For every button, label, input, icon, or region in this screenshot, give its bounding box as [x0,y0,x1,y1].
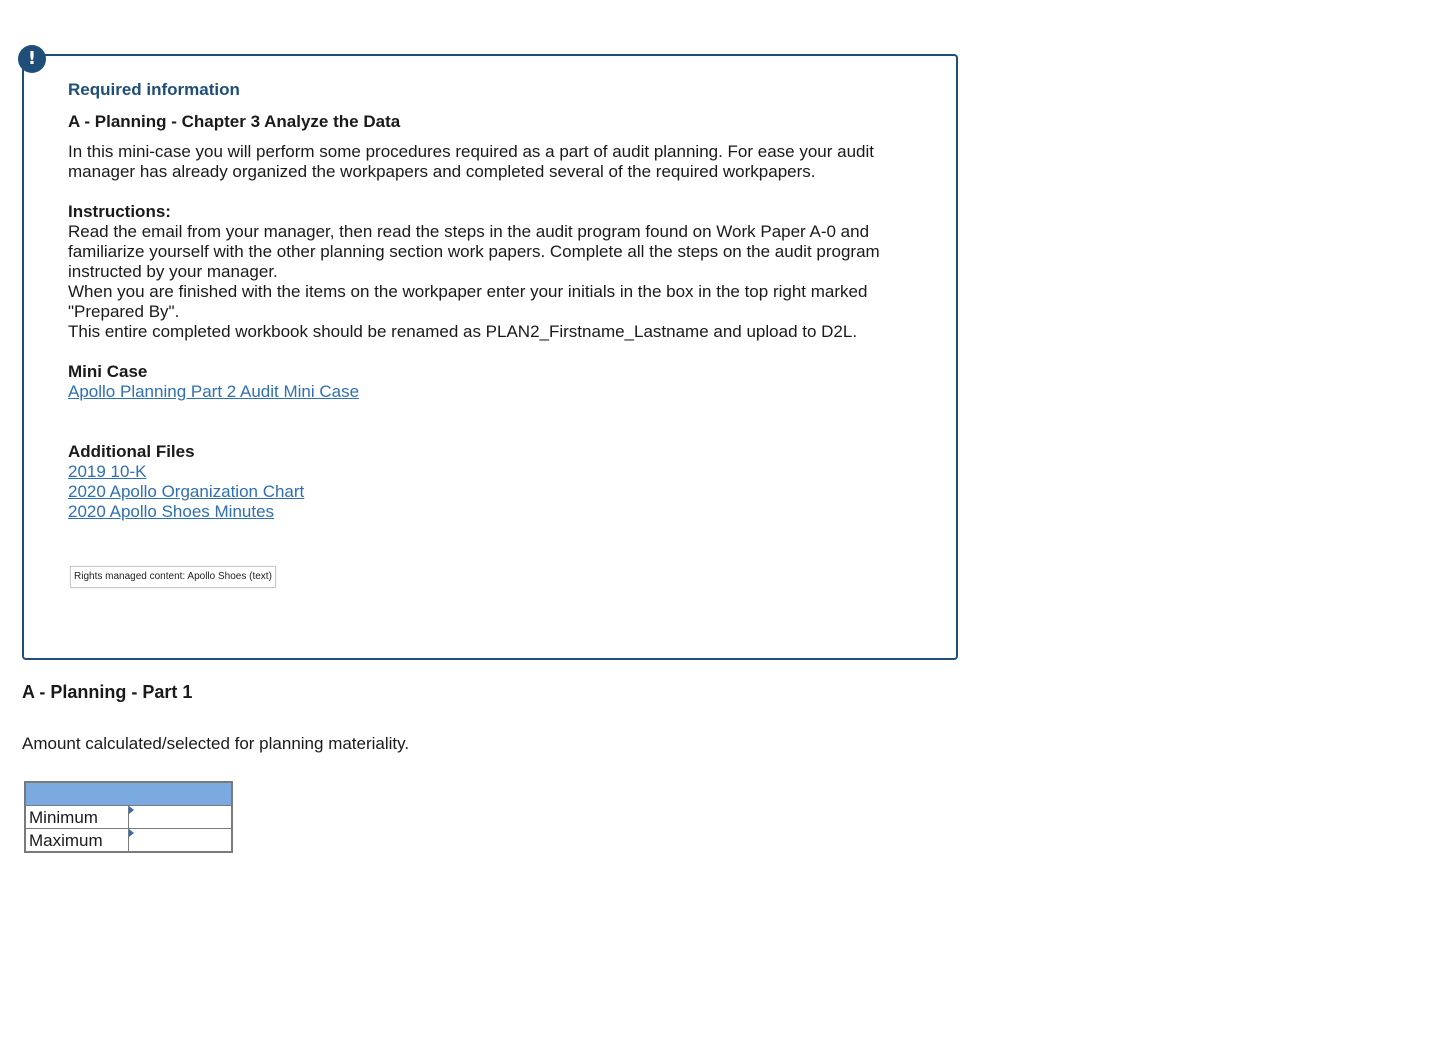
table-row [25,829,232,853]
instructions-step-3: This entire completed workbook should be renamed as PLAN2_Firstname_Lastname and upload to D2L. [68,322,858,341]
minimum-input[interactable] [129,807,231,828]
maximum-input[interactable] [129,830,231,851]
instructions-step-1: Read the email from your manager, then read the steps in the audit program found on Work Paper A-0 and familiarize yourself with the other planning section work papers. Complete all the steps on the audit program instructed by your manager. [68,222,880,281]
table-row [25,806,232,829]
materiality-table [24,781,233,853]
exclamation-circle-icon: ! [18,45,46,73]
required-information-title: Required information [68,80,240,99]
mini-case-link[interactable]: Apollo Planning Part 2 Audit Mini Case [68,382,360,401]
maximum-input-cell[interactable] [129,829,233,853]
required-information-panel [22,54,958,660]
instructions-heading: Instructions: [68,202,171,221]
cell-marker-icon [129,806,134,814]
required-information-content [68,78,938,522]
file-link-org-chart[interactable]: 2020 Apollo Organization Chart [68,482,305,501]
row-label-minimum: Minimum [25,806,129,829]
file-link-minutes[interactable]: 2020 Apollo Shoes Minutes [68,502,275,521]
part-title: A - Planning - Part 1 [22,682,193,702]
table-header [25,782,232,806]
rights-managed-badge: Rights managed content: Apollo Shoes (text) [70,566,276,588]
instructions-step-2: When you are finished with the items on the workpaper enter your initials in the box in the top right marked "Prepared By". [68,282,868,321]
file-link-10k[interactable]: 2019 10-K [68,462,147,481]
question-text: Amount calculated/selected for planning materiality. [22,734,410,753]
minimum-input-cell[interactable] [129,806,233,829]
additional-files-heading: Additional Files [68,442,195,461]
cell-marker-icon [129,829,134,837]
intro-text: In this mini-case you will perform some procedures required as a part of audit planning. For ease your audit manager has already organized the workpapers and completed several of the required workpapers. [68,142,875,181]
row-label-maximum: Maximum [25,829,129,853]
case-title: A - Planning - Chapter 3 Analyze the Data [68,112,401,131]
mini-case-heading: Mini Case [68,362,148,381]
